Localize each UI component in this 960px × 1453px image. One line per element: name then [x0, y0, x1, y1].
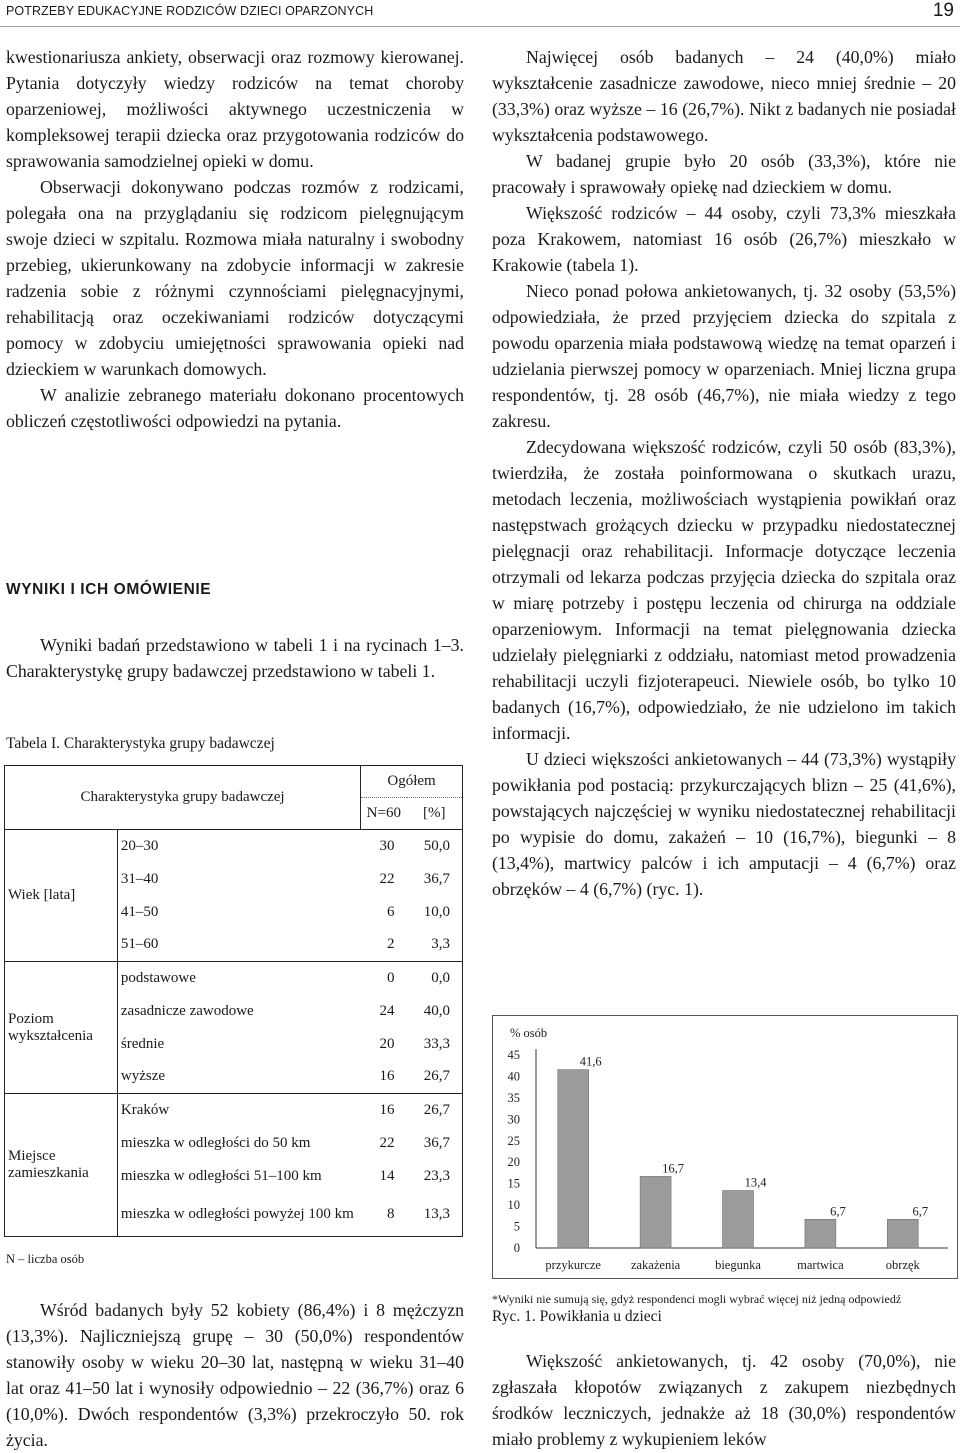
x-tick-label: biegunka: [715, 1258, 761, 1272]
table-row-name: 51–60: [120, 936, 159, 953]
table-row-n: 8: [361, 1193, 407, 1237]
data-label: 41,6: [579, 1054, 602, 1069]
table-row-pct: 0,0: [407, 962, 463, 995]
y-tick-label: 5: [513, 1219, 520, 1234]
bar-martwica: [805, 1219, 836, 1248]
table-row-name: 31–40: [120, 870, 159, 887]
table-header-pct: [%]: [407, 798, 463, 830]
characteristics-table: [4, 765, 463, 1237]
table-row-name: 20–30: [117, 830, 360, 863]
right-para-6: U dzieci większości ankietowanych – 44 (73,3%) wystąpiły powikłania pod postacią: przykurczających blizn – 25 (41,6%), powstających najczęściej w wyniku niedostatecznej rehabilitacji po wypisie do domu, zakażeń – 10 (16,7%), biegunki – 8 (13,4%), martwicy palców i ich amputacji – 4 (6,7%) oraz obrzęków – 4 (6,7%) (ryc. 1).: [492, 749, 956, 899]
table-row-pct: 3,3: [407, 929, 463, 962]
header-rule: [0, 26, 960, 27]
table-row-pct: 10,0: [407, 896, 463, 929]
table-row-name: zasadnicze zawodowe: [120, 1002, 254, 1019]
data-label: 6,7: [830, 1204, 846, 1219]
group-label-education: Poziom wykształcenia: [5, 962, 118, 1094]
table-row-n: 16: [361, 1094, 407, 1127]
table-row-name: wyższe: [120, 1068, 166, 1085]
results-intro: [6, 632, 464, 684]
right-para-2: W badanej grupie było 20 osób (33,3%), które nie pracowały i sprawowały opiekę nad dzieckiem w domu.: [492, 151, 956, 197]
section-heading: WYNIKI I ICH OMÓWIENIE: [6, 581, 212, 598]
chart-footnote: *Wyniki nie sumują się, gdyż respondenci mogli wybrać więcej niż jedną odpowiedź: [492, 1292, 902, 1306]
table-row-pct: 23,3: [407, 1160, 463, 1193]
table-row-name: mieszka w odległości do 50 km: [120, 1134, 311, 1151]
y-axis-label: % osób: [510, 1026, 548, 1040]
table-row-name: podstawowe: [117, 962, 360, 995]
right-para-5: Zdecydowana większość rodziców, czyli 50 osób (83,3%), twierdziła, że została poinformowana o skutkach urazu, metodach leczenia, możliwościach wystąpienia powikłań oraz następstwach grożących dziecku w przypadku niedostatecznej pielęgnacji oraz rehabilitacji. Informacje dotyczące leczenia otrzymali od lekarza podczas przyjęcia dziecka do szpitala oraz w miarę potrzeby i postępu leczenia od chirurga na oddziale oparzeniowym. Informacji na temat pielęgnowania dziecka udzielały pielęgniarki z oddziału, natomiast metod prowadzenia rehabilitacji uczyli fizjoterapeuci. Niewiele osób, bo tylko 10 badanych (16,7%), odpowiedziało, że nie udzielono im takich informacji.: [492, 437, 956, 743]
left-bottom-para: Wśród badanych były 52 kobiety (86,4%) i 8 mężczyzn (13,3%). Najliczniejszą grupę – 30 (50,0%) respondentów stanowiły osoby w wieku 20–30 lat, następną w wieku 31–40 lat oraz 41–50 lat i wynosiły odpowiednio – 22 (36,7%) oraz 6 (10,0%). Dwóch respondentów (3,3%) przekroczyło 50. rok życia.: [6, 1300, 464, 1450]
table-row-n: 6: [387, 903, 395, 920]
table-row-pct: 13,3: [407, 1193, 463, 1237]
table-footnote: N – liczba osób: [6, 1252, 85, 1266]
y-tick-label: 45: [507, 1048, 520, 1062]
bar-biegunka: [723, 1191, 754, 1248]
chart-caption: Ryc. 1. Powikłania u dzieci: [492, 1308, 662, 1325]
table-row-n: 22: [379, 870, 395, 887]
left-para-3: W analizie zebranego materiału dokonano procentowych obliczeń częstotliwości odpowiedzi na pytania.: [6, 385, 464, 431]
bar-obrzęk: [887, 1219, 918, 1248]
table-row-pct: 40,0: [407, 995, 463, 1028]
table-row-n: 30: [361, 830, 407, 863]
table-row-name: mieszka w odległości powyżej 100 km: [117, 1193, 360, 1237]
y-tick-label: 0: [513, 1241, 520, 1255]
table-row-pct: 26,7: [407, 1094, 463, 1127]
y-tick-label: 30: [507, 1112, 520, 1127]
table-row-n: 0: [361, 962, 407, 995]
table-row-name: Kraków: [117, 1094, 360, 1127]
right-para-3: Większość rodziców – 44 osoby, czyli 73,3% mieszkała poza Krakowem, natomiast 16 osób (26,7%) mieszkało w Krakowie (tabela 1).: [492, 203, 956, 275]
table-row-pct: 50,0: [407, 830, 463, 863]
x-tick-label: martwica: [797, 1258, 844, 1272]
table-row-pct: 26,7: [407, 1061, 463, 1094]
table-row-name: mieszka w odległości 51–100 km: [120, 1167, 322, 1184]
right-column: [492, 44, 956, 902]
right-bottom-para: Większość ankietowanych, tj. 42 osoby (70,0%), nie zgłaszała kłopotów związanych z zakupem niezbędnych środków leczniczych, jednakże aż 18 (30,0%) respondentów miało problemy z wykupieniem leków: [492, 1351, 956, 1449]
data-label: 6,7: [912, 1204, 929, 1219]
table-header-label: Charakterystyka grupy badawczej: [5, 766, 361, 830]
left-bottom-text: [6, 1297, 464, 1453]
table-caption: Tabela I. Charakterystyka grupy badawczej: [6, 735, 275, 752]
table-row-name: średnie: [120, 1035, 165, 1052]
right-bottom-text: [492, 1348, 956, 1452]
y-tick-label: 25: [507, 1133, 520, 1148]
table-row-n: 24: [379, 1002, 395, 1019]
y-tick-label: 35: [507, 1090, 520, 1105]
y-tick-label: 40: [507, 1069, 520, 1084]
data-label: 16,7: [662, 1161, 685, 1176]
data-label: 13,4: [744, 1175, 767, 1190]
complications-chart: [492, 1015, 958, 1279]
left-para-4: Wyniki badań przedstawiono w tabeli 1 i na rycinach 1–3. Charakterystykę grupy badawczej przedstawiono w tabeli 1.: [6, 635, 464, 681]
table-row-n: 2: [387, 936, 395, 953]
right-para-4: Nieco ponad połowa ankietowanych, tj. 32 osoby (53,5%) odpowiedziała, że przed przyjęciem dziecka do szpitala z powodu oparzenia miała podstawową wiedzę na temat oparzeń i udzielania pierwszej pomocy w oparzeniach. Mniej liczna grupa respondentów, tj. 28 osób (46,7%), nie miała wiedzy z tego zakresu.: [492, 281, 956, 431]
x-tick-label: zakażenia: [630, 1258, 681, 1272]
y-tick-label: 15: [507, 1176, 520, 1191]
y-tick-label: 20: [507, 1155, 520, 1170]
x-tick-label: obrzęk: [885, 1258, 920, 1272]
bar-zakażenia: [640, 1176, 671, 1248]
x-tick-label: przykurcze: [545, 1258, 601, 1272]
table-row-n: 16: [379, 1068, 395, 1085]
table-row-pct: 36,7: [407, 1127, 463, 1160]
bar-przykurcze: [558, 1070, 589, 1248]
chart-svg: [492, 1015, 958, 1279]
table-row-n: 20: [379, 1035, 395, 1052]
left-column: [6, 44, 464, 434]
left-para-1: kwestionariusza ankiety, obserwacji oraz rozmowy kierowanej. Pytania dotyczyły wiedzy rodziców na temat choroby oparzeniowej, możliwości aktywnego uczestniczenia w kompleksowej terapii dziecka oraz przygotowania rodziców do sprawowania samodzielnej opieki w domu.: [6, 47, 464, 171]
group-label-residence: Miejsce zamieszkania: [5, 1094, 118, 1237]
left-para-2: Obserwacji dokonywano podczas rozmów z rodzicami, polegała ona na przyglądaniu się rodzicom pielęgnującym swoje dzieci w szpitalu. Rozmowa miała naturalny i swobodny przebieg, ukierunkowany na zdobycie informacji w zakresie radzenia sobie z różnymi czynnościami pielęgnacyjnymi, rehabilitacją oraz oczekiwaniami rodziców dotyczącymi pomocy w zdobyciu umiejętności sprawowania opieki nad dzieckiem w warunkach domowych.: [6, 177, 464, 379]
table-row-name: 41–50: [120, 903, 159, 920]
table-header-n: N=60: [361, 798, 407, 830]
page-number: 19: [932, 0, 954, 21]
table-header-total: Ogółem: [361, 766, 463, 798]
group-label-age: Wiek [lata]: [5, 830, 118, 962]
table-row-pct: 33,3: [407, 1028, 463, 1061]
table-row-n: 22: [379, 1134, 395, 1151]
table-row-n: 14: [379, 1167, 395, 1184]
running-title: POTRZEBY EDUKACYJNE RODZICÓW DZIECI OPARZONYCH: [6, 4, 374, 18]
table-row-pct: 36,7: [407, 863, 463, 896]
right-para-1: Najwięcej osób badanych – 24 (40,0%) miało wykształcenie zasadnicze zawodowe, nieco mniej średnie – 20 (33,3%) oraz wyższe – 16 (26,7%). Nikt z badanych nie posiadał wykształcenia podstawowego.: [492, 47, 956, 145]
y-tick-label: 10: [507, 1198, 520, 1213]
